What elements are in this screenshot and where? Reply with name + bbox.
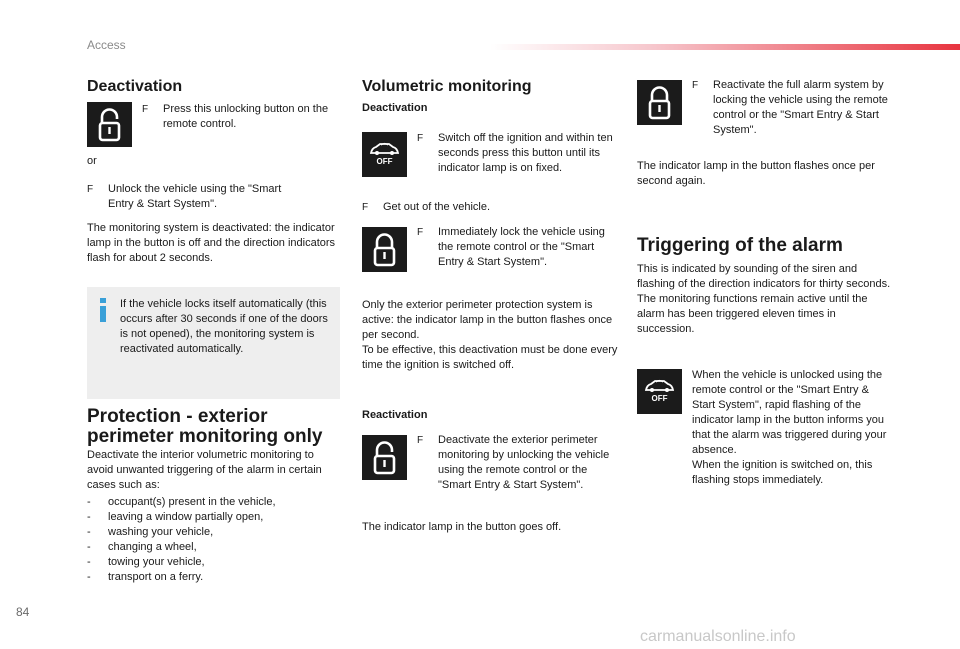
page-number: 84 — [16, 605, 30, 619]
triggering-paragraph: This is indicated by sounding of the siren and flashing of the direction indicators for thirty seconds. The monitoring functions remain active until the alarm has been triggered eleven times in succession. — [637, 263, 891, 335]
exterior-paragraph: Only the exterior perimeter protection system is active: the indicator lamp in the button flashes once per second. To be effective, this deactivation must be done every time the ignition is switched off. — [362, 299, 618, 371]
list-item: - towing your vehicle, — [87, 556, 205, 568]
svg-text:OFF: OFF — [651, 394, 668, 403]
goes-off-paragraph: The indicator lamp in the button goes off. — [362, 521, 562, 533]
unlocked-paragraph: When the vehicle is unlocked using the remote control or the "Smart Entry & Start System", rapid flashing of the indicator lamp in the button informs you that the alarm was triggered during your absence. When the ignition is switched on, this flashing stops immediately. — [692, 369, 887, 486]
deactivation-subheading: Deactivation — [362, 102, 428, 114]
info-icon — [96, 297, 110, 323]
protection-intro: Deactivate the interior volumetric monitoring to avoid unwanted triggering of the alarm in certain cases such as: — [87, 449, 322, 491]
bullet-marker-icon: F — [142, 104, 149, 115]
bullet-marker-icon: F — [362, 202, 369, 213]
info-text: If the vehicle locks itself automatically (this occurs after 30 seconds if one of the doors is not opened), the monitoring system is reactivated automatically. — [120, 298, 328, 355]
svg-text:OFF: OFF — [376, 157, 393, 166]
volumetric-heading: Volumetric monitoring — [362, 78, 532, 95]
reactivation-subheading: Reactivation — [362, 409, 428, 421]
protection-list — [87, 495, 337, 585]
bullet-marker-icon: F — [692, 80, 699, 91]
header-accent-bar — [490, 44, 960, 50]
bullet-marker-icon: F — [87, 184, 94, 195]
list-item: - transport on a ferry. — [87, 571, 204, 583]
lock-button-icon — [362, 227, 407, 272]
bullet-marker-icon: F — [417, 435, 424, 446]
triggering-heading: Triggering of the alarm — [637, 235, 843, 256]
or-text: or — [87, 155, 97, 167]
lock-button-icon-2 — [637, 80, 682, 125]
section-label: Access — [87, 38, 126, 52]
unlock-button-icon-2 — [362, 435, 407, 480]
bullet-marker-icon: F — [417, 133, 424, 144]
list-item: - washing your vehicle, — [87, 526, 214, 538]
list-item: - changing a wheel, — [87, 541, 197, 553]
bullet-marker-icon: F — [417, 227, 424, 238]
protection-heading: Protection - exterior perimeter monitoring only — [87, 406, 323, 447]
list-item: - occupant(s) present in the vehicle, — [87, 496, 276, 508]
deactivated-paragraph: The monitoring system is deactivated: the indicator lamp in the button is off and the direction indicators flash for about 2 seconds. — [87, 222, 336, 264]
volumetric-off-button-icon — [362, 132, 407, 177]
volumetric-off-button-icon-2 — [637, 369, 682, 414]
flashes-paragraph: The indicator lamp in the button flashes once per second again. — [637, 160, 875, 187]
unlock-button-icon — [87, 102, 132, 147]
list-item: - leaving a window partially open, — [87, 511, 264, 523]
deactivation-heading: Deactivation — [87, 78, 183, 95]
watermark: carmanualsonline.info — [640, 628, 796, 645]
